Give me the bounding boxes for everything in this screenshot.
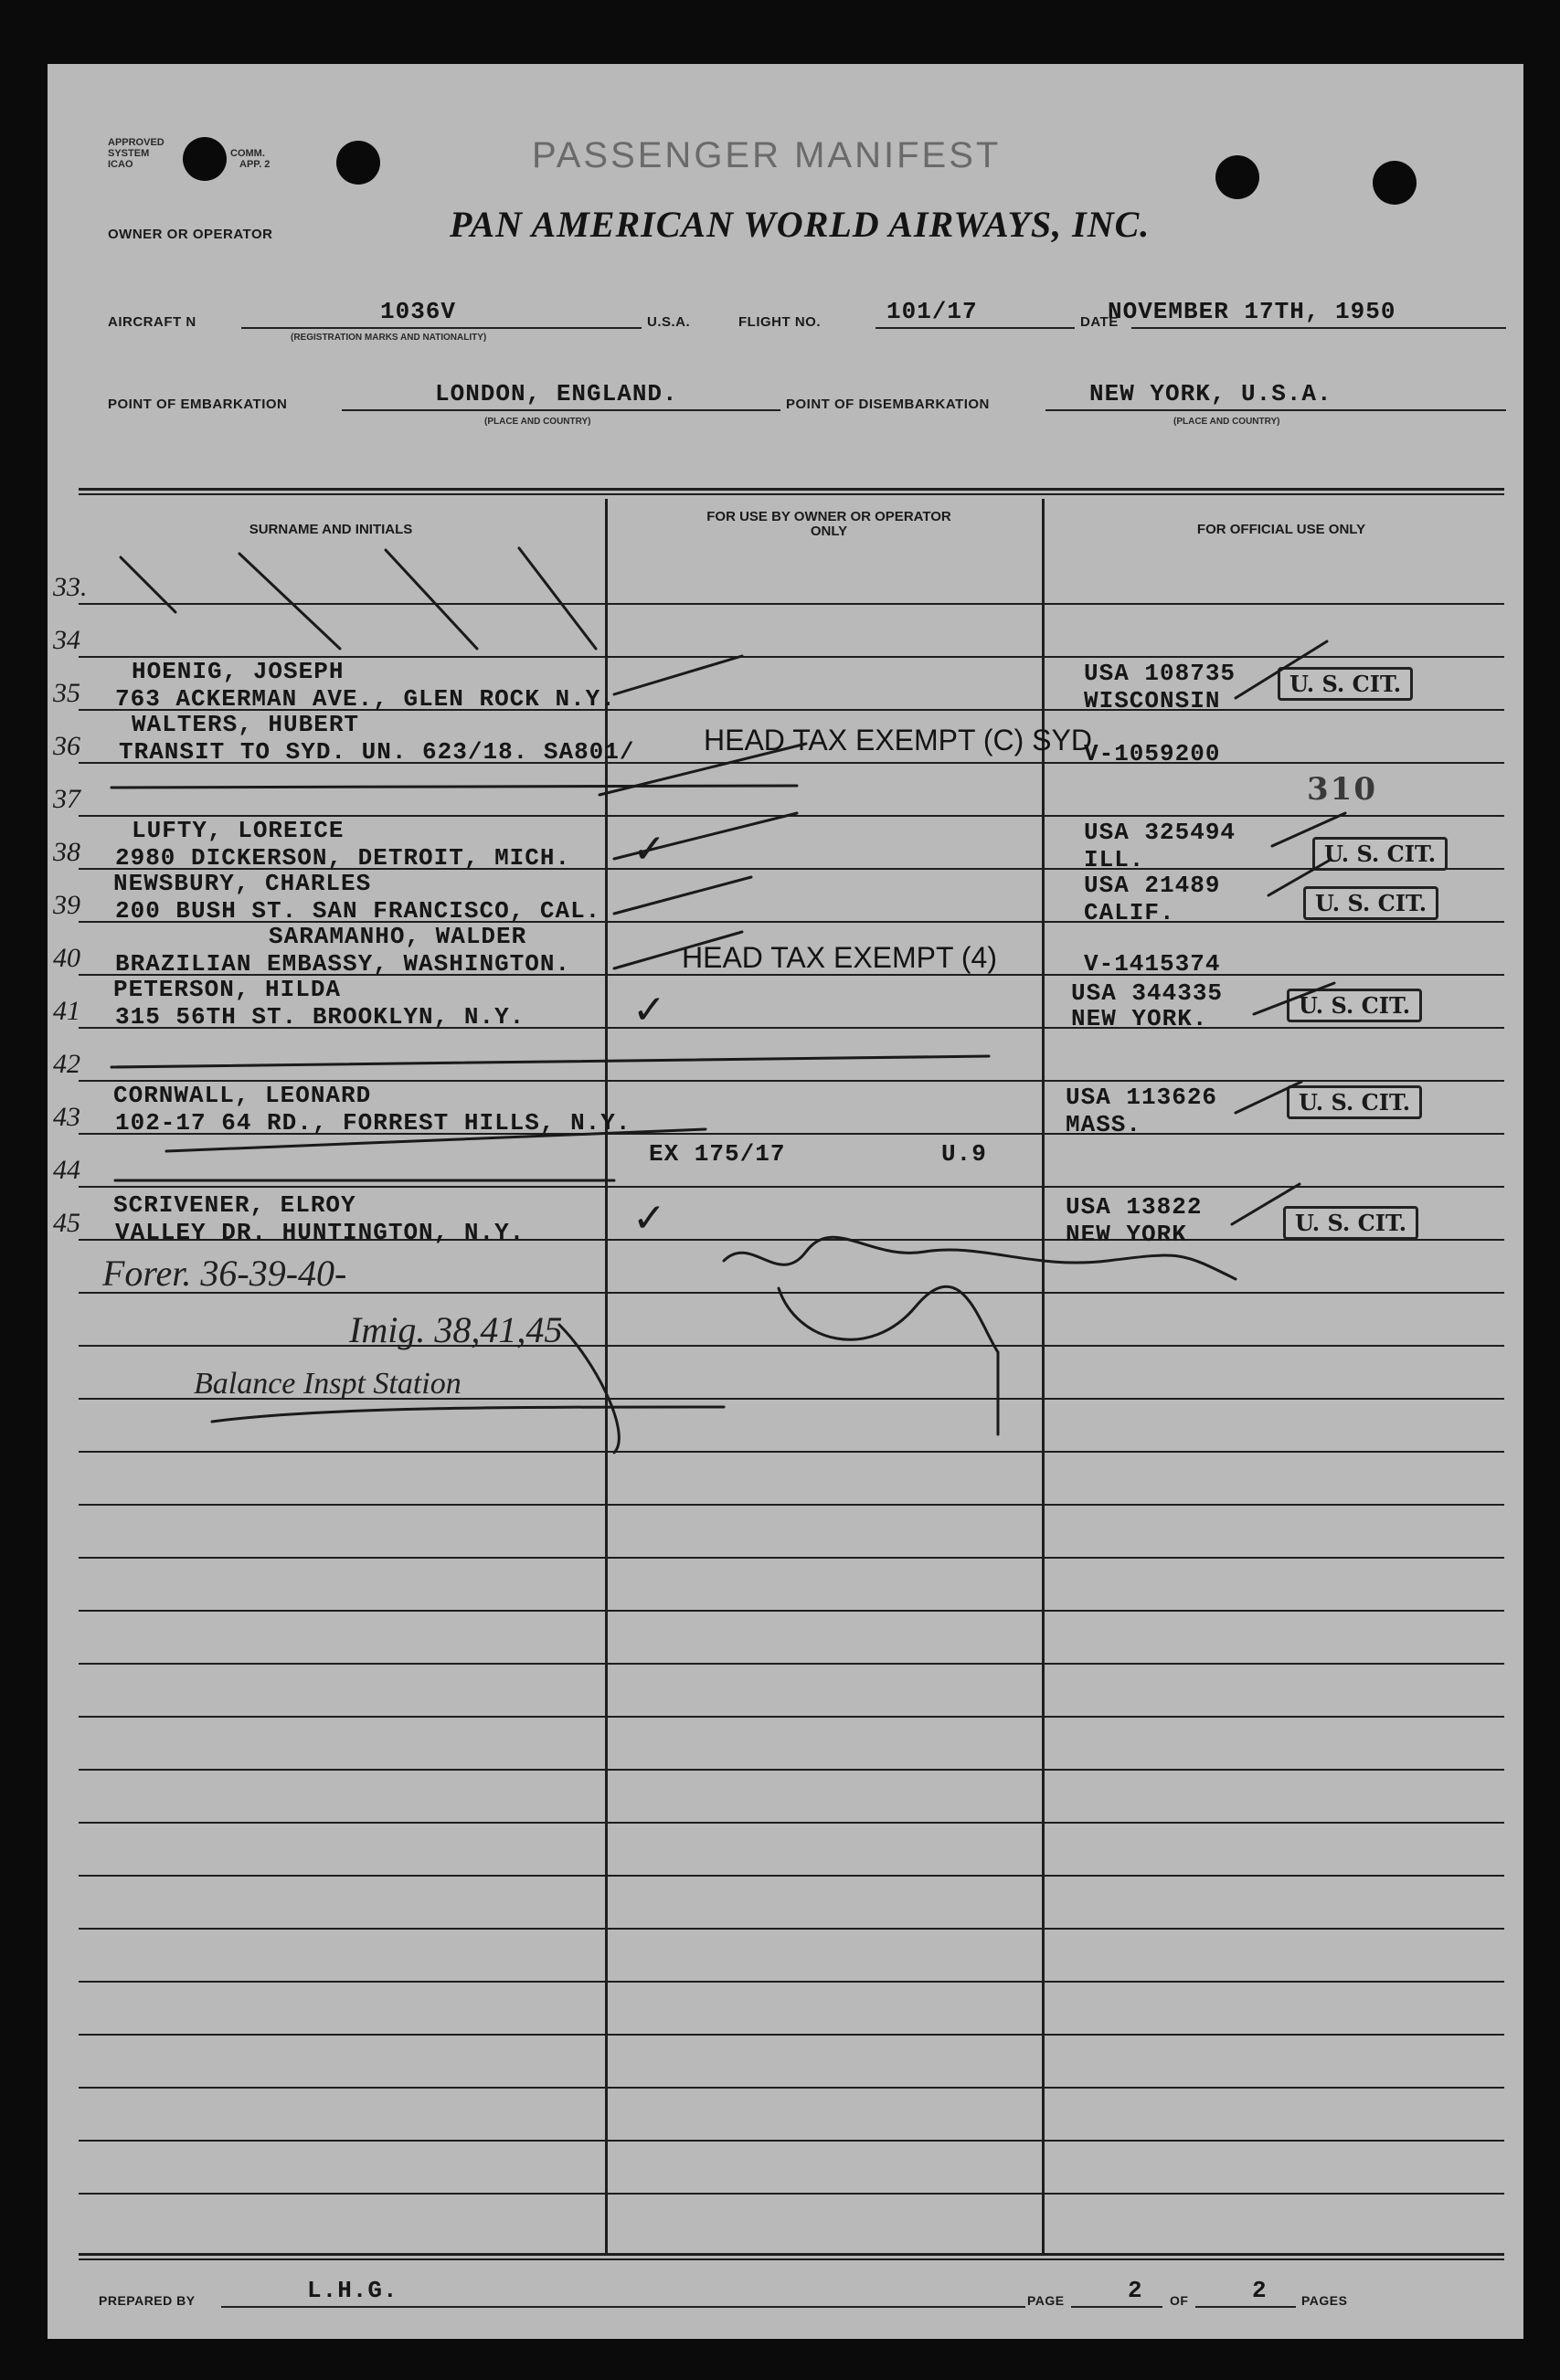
page-number: 2 [1128, 2277, 1143, 2304]
aircraft-caption: (REGISTRATION MARKS AND NATIONALITY) [291, 333, 487, 343]
check-mark-icon: ✓ [632, 826, 666, 873]
passenger-name: HOENIG, JOSEPH [132, 658, 345, 685]
page-label: PAGE [1027, 2293, 1065, 2308]
owner-label: OWNER OR OPERATOR [108, 227, 273, 242]
official-number: V-1059200 [1084, 740, 1221, 767]
handwritten-note-balance: Balance Inspt Station [194, 1367, 462, 1401]
handwritten-note-immigration: Imig. 38,41,45 [349, 1309, 563, 1350]
approval-block: APPROVED SYSTEM ICAO [108, 137, 164, 170]
row-number: 43 [53, 1102, 80, 1132]
page-title: PASSENGER MANIFEST [532, 135, 1002, 175]
official-number: V-1415374 [1084, 950, 1221, 978]
disembark-value: NEW YORK, U.S.A. [1089, 380, 1332, 407]
disembark-caption: (PLACE AND COUNTRY) [1173, 417, 1280, 427]
country-label: U.S.A. [647, 314, 691, 330]
column-header-surname: SURNAME AND INITIALS [249, 522, 413, 537]
row-number: 40 [53, 943, 80, 973]
official-number: USA 108735 [1084, 660, 1236, 687]
approval-fragment: COMM. [230, 148, 265, 159]
passenger-address: 315 56TH ST. BROOKLYN, N.Y. [115, 1003, 525, 1031]
row-number: 45 [53, 1208, 80, 1238]
official-state: CALIF. [1084, 899, 1175, 926]
handwritten-number: 310 [1307, 771, 1377, 808]
row-number: 37 [53, 784, 80, 814]
pages-label: PAGES [1301, 2293, 1348, 2308]
handwritten-note-foreign: Forer. 36-39-40- [102, 1253, 347, 1294]
citizen-stamp: U. S. CIT. [1287, 989, 1422, 1022]
row-number: 39 [53, 890, 80, 920]
passenger-address: BRAZILIAN EMBASSY, WASHINGTON. [115, 950, 571, 978]
row-number: 44 [53, 1155, 80, 1185]
passenger-name: WALTERS, HUBERT [132, 711, 360, 738]
official-number: USA 325494 [1084, 819, 1236, 846]
prepared-by-value: L.H.G. [307, 2277, 398, 2304]
row-number: 35 [53, 678, 80, 708]
passenger-address: TRANSIT TO SYD. UN. 623/18. SA801/ [119, 738, 635, 766]
owner-note: HEAD TAX EXEMPT (4) [682, 941, 997, 974]
official-number: USA 344335 [1071, 979, 1224, 1007]
passenger-name: PETERSON, HILDA [113, 976, 342, 1003]
flight-label: FLIGHT NO. [738, 314, 821, 330]
manifest-sheet [48, 64, 1523, 2339]
owner-note: EX 175/17 [649, 1140, 786, 1168]
passenger-address: 2980 DICKERSON, DETROIT, MICH. [115, 844, 571, 872]
aircraft-value: 1036V [380, 298, 457, 325]
owner-note-b: U.9 [941, 1140, 987, 1168]
pen-marks [48, 64, 1523, 2339]
passenger-address: 102-17 64 RD., FORREST HILLS, N.Y. [115, 1109, 631, 1137]
passenger-name: NEWSBURY, CHARLES [113, 870, 372, 897]
check-mark-icon: ✓ [632, 1195, 666, 1242]
date-label: DATE [1080, 314, 1119, 330]
passenger-name: SARAMANHO, WALDER [269, 923, 527, 950]
official-number: USA 13822 [1066, 1193, 1203, 1221]
official-state: MASS. [1066, 1111, 1142, 1138]
passenger-address: 200 BUSH ST. SAN FRANCISCO, CAL. [115, 897, 601, 925]
official-number: USA 113626 [1066, 1084, 1218, 1111]
row-number: 38 [53, 837, 80, 867]
row-number: 41 [53, 996, 80, 1026]
embark-caption: (PLACE AND COUNTRY) [484, 417, 591, 427]
column-header-owner-use: FOR USE BY OWNER OR OPERATOR ONLY [706, 509, 951, 539]
official-number: USA 21489 [1084, 872, 1221, 899]
official-state: WISCONSIN [1084, 687, 1221, 714]
citizen-stamp: U. S. CIT. [1303, 886, 1438, 920]
passenger-address: VALLEY DR. HUNTINGTON, N.Y. [115, 1219, 525, 1246]
owner-value: PAN AMERICAN WORLD AIRWAYS, INC. [450, 204, 1151, 245]
citizen-stamp: U. S. CIT. [1278, 667, 1413, 701]
passenger-name: CORNWALL, LEONARD [113, 1082, 372, 1109]
official-state: NEW YORK [1066, 1221, 1187, 1248]
owner-note: HEAD TAX EXEMPT (C) SYD [704, 724, 1092, 756]
row-number: 42 [53, 1049, 80, 1079]
citizen-stamp: U. S. CIT. [1283, 1206, 1418, 1240]
page-total: 2 [1252, 2277, 1268, 2304]
prepared-by-label: PREPARED BY [99, 2293, 196, 2308]
row-number: 33. [53, 572, 88, 602]
flight-value: 101/17 [886, 298, 978, 325]
column-header-official-use: FOR OFFICIAL USE ONLY [1196, 522, 1366, 537]
embark-value: LONDON, ENGLAND. [435, 380, 678, 407]
disembark-label: POINT OF DISEMBARKATION [786, 397, 990, 412]
approval-app: APP. 2 [239, 159, 271, 170]
date-value: NOVEMBER 17TH, 1950 [1108, 298, 1396, 325]
official-state: ILL. [1084, 846, 1145, 873]
passenger-name: LUFTY, LOREICE [132, 817, 345, 844]
row-number: 34 [53, 625, 80, 655]
passenger-name: SCRIVENER, ELROY [113, 1191, 356, 1219]
check-mark-icon: ✓ [632, 987, 666, 1033]
citizen-stamp: U. S. CIT. [1312, 837, 1448, 871]
citizen-stamp: U. S. CIT. [1287, 1085, 1422, 1119]
row-number: 36 [53, 731, 80, 761]
aircraft-label: AIRCRAFT N [108, 314, 196, 330]
embark-label: POINT OF EMBARKATION [108, 397, 288, 412]
passenger-address: 763 ACKERMAN AVE., GLEN ROCK N.Y. [115, 685, 616, 713]
of-label: OF [1170, 2293, 1189, 2308]
official-state: NEW YORK. [1071, 1005, 1208, 1032]
